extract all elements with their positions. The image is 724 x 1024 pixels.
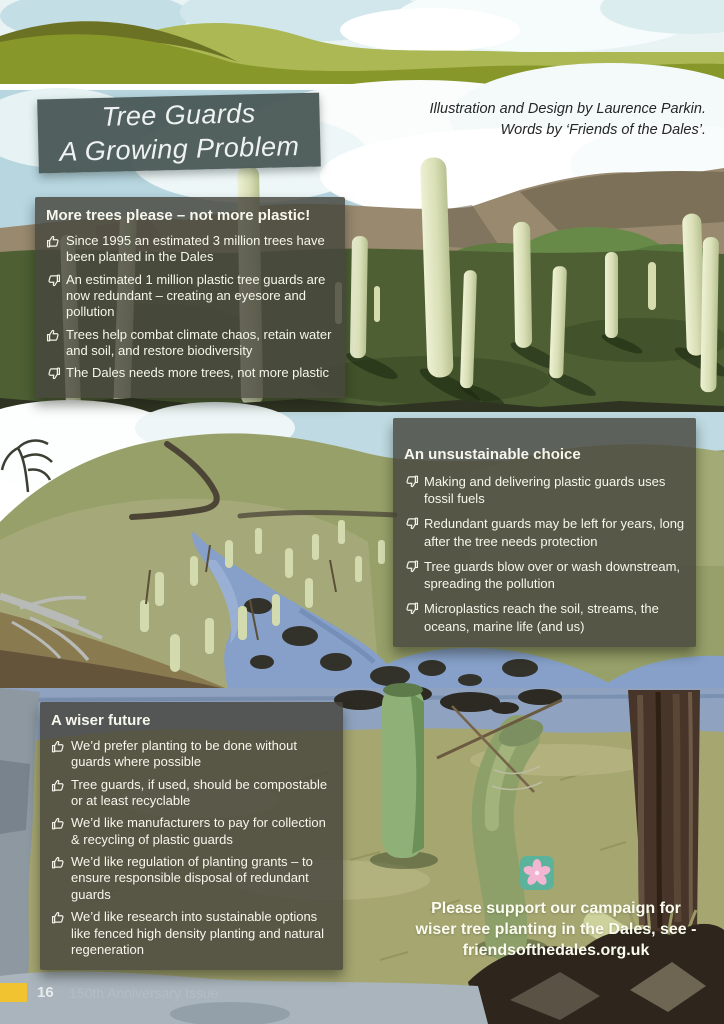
bullet-item: [46, 365, 334, 386]
bullet-text: Since 1995 an estimated 3 million trees have been planted in the Dales: [66, 232, 325, 265]
bullet-item: [51, 777, 332, 810]
thumb-down-icon: [404, 516, 424, 550]
thumb-up-icon: [51, 910, 71, 958]
bullet-item: [51, 738, 332, 771]
bullet-text: Tree guards, if used, should be compostable or at least recyclable: [71, 776, 328, 808]
bullet-item: [46, 233, 334, 266]
bullet-list: [404, 473, 685, 635]
bullet-text: Trees help combat climate chaos, retain water and soil, and restore biodiversity: [66, 326, 332, 358]
bullet-item: [46, 272, 334, 321]
rocky-left-shading: [0, 760, 30, 834]
friends-of-the-dales-flower-icon: [520, 856, 554, 890]
thumb-up-icon: [51, 739, 71, 771]
page-edge-marker: [0, 983, 27, 1002]
thumb-up-icon: [51, 816, 71, 848]
panel-heading: A wiser future: [51, 712, 151, 729]
panel-wiser-future: [40, 702, 343, 970]
bullet-item: [51, 815, 332, 848]
issue-title: 150th Anniversary Issue: [69, 985, 219, 1001]
bullet-item: [46, 327, 334, 360]
bullet-item: [404, 558, 685, 593]
bullet-text: We’d like regulation of planting grants – to ensure responsible disposal of redundant guards: [71, 854, 313, 902]
bullet-text: Making and delivering plastic guards uses fossil fuels: [424, 473, 666, 507]
title-line-2: A Growing Problem: [59, 131, 300, 167]
bullet-text: Redundant guards may be left for years, long after the tree needs protection: [424, 516, 685, 549]
campaign-line-2: wiser tree planting in the Dales, see -: [415, 921, 697, 939]
panel-heading: More trees please – not more plastic!: [46, 207, 311, 224]
bullet-item: [51, 854, 332, 903]
thumb-down-icon: [46, 366, 66, 386]
title-line-1: Tree Guards: [101, 98, 256, 133]
bullet-text: An estimated 1 million plastic tree guards are now redundant – creating an eyesore and pollution: [66, 271, 326, 320]
bullet-text: We’d like research into sustainable options like fenced high density planting and natural regeneration: [71, 909, 324, 957]
bullet-text: We’d like manufacturers to pay for collection & recycling of plastic guards: [71, 815, 326, 847]
bullet-text: Tree guards blow over or wash downstream, spreading the pollution: [424, 558, 681, 592]
bullet-text: Microplastics reach the soil, streams, the oceans, marine life (and us): [424, 601, 659, 634]
thumb-up-icon: [51, 778, 71, 810]
credit-line-1: Illustration and Design by Laurence Parkin.: [429, 101, 706, 117]
thumb-down-icon: [404, 474, 424, 508]
campaign-url: friendsofthedales.org.uk: [462, 942, 650, 960]
credit: [376, 99, 706, 141]
title-box: [37, 93, 321, 174]
panel-heading: An unsustainable choice: [404, 446, 581, 463]
bullet-item: [404, 515, 685, 550]
thumb-down-icon: [404, 601, 424, 635]
credit-line-2: Words by ‘Friends of the Dales’.: [500, 122, 706, 139]
thumb-down-icon: [404, 559, 424, 593]
bullet-item: [51, 909, 332, 958]
bullet-list: [51, 738, 332, 959]
thumb-up-icon: [46, 328, 66, 360]
bullet-text: We’d prefer planting to be done without guards where possible: [71, 737, 297, 770]
bullet-list: [46, 233, 334, 387]
panel-unsustainable: [393, 418, 696, 647]
bullet-item: [404, 600, 685, 635]
campaign-message: [398, 898, 714, 961]
thumb-up-icon: [51, 855, 71, 903]
bullet-text: The Dales needs more trees, not more plastic: [66, 365, 330, 381]
thumb-down-icon: [46, 273, 66, 321]
bullet-item: [404, 473, 685, 508]
thumb-up-icon: [46, 234, 66, 266]
campaign-line-1: Please support our campaign for: [431, 900, 681, 917]
page-number: 16: [37, 984, 54, 1001]
panel-more-trees: [35, 197, 345, 398]
